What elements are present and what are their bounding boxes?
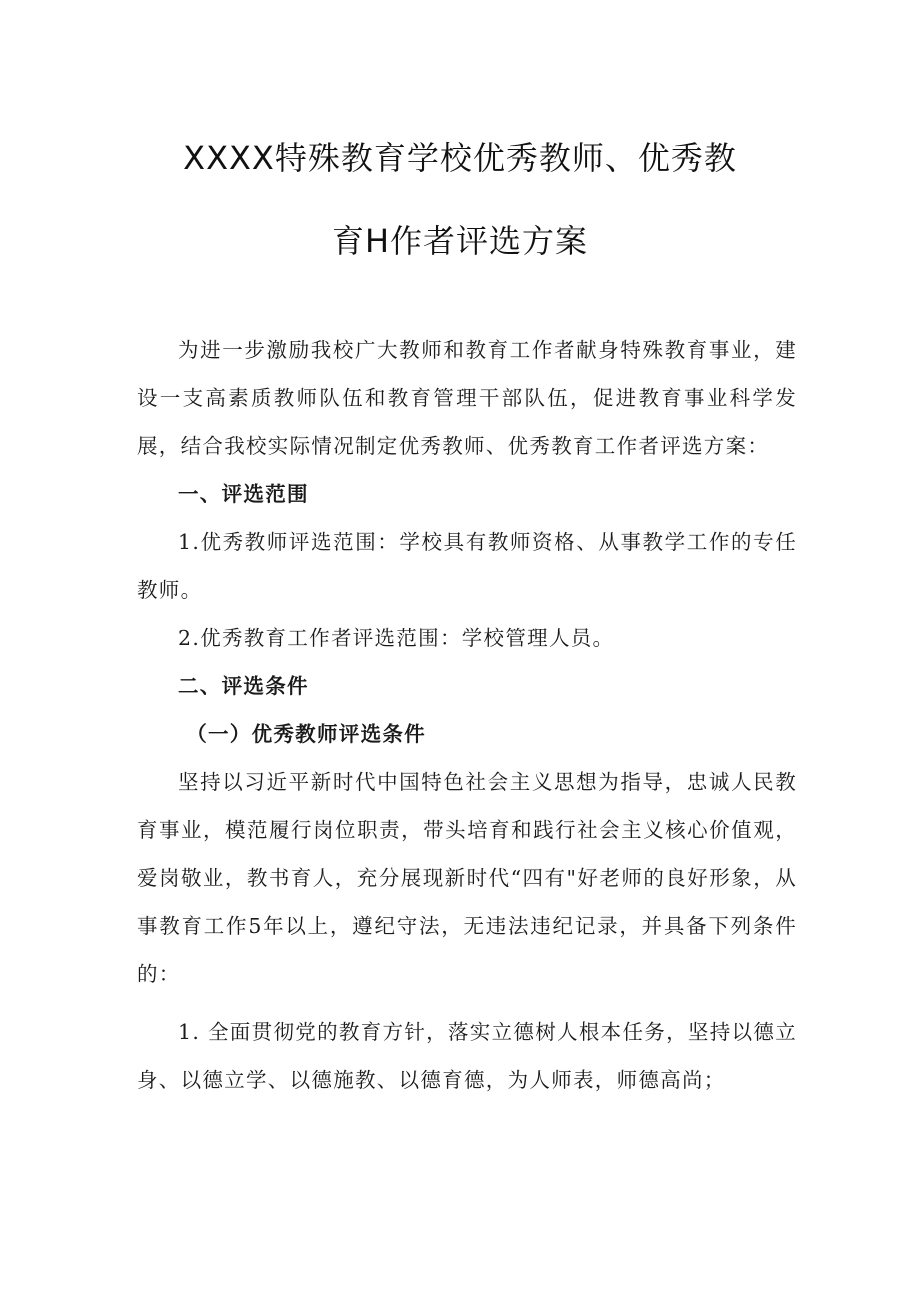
- intro-paragraph: 为进一步激励我校广大教师和教育工作者献身特殊教育事业，建设一支高素质教师队伍和教育管理干部队伍，促进教育事业科学发展，结合我校实际情况制定优秀教师、优秀教育工作者评选方案：: [137, 338, 797, 458]
- scope-item-teachers: 1.优秀教师评选范围：学校具有教师资格、从事教学工作的专任教师。: [137, 530, 797, 602]
- section-heading-conditions: 二、评选条件: [178, 674, 309, 698]
- paragraph-spacer: [137, 998, 797, 1008]
- scope-item-workers: 2.优秀教育工作者评选范围：学校管理人员。: [178, 626, 615, 650]
- document-title-line2: 育H作者评选方案: [331, 222, 589, 260]
- section-heading-scope: 一、评选范围: [178, 482, 309, 506]
- conditions-paragraph: 坚持以习近平新时代中国特色社会主义思想为指导，忠诚人民教育事业，模范履行岗位职责，带头培育和践行社会主义核心价值观，爱岗敬业，教书育人，充分展现新时代“四有"好老师的良好形象，从事教育工作5年以上，遵纪守法，无违法违纪记录，并具备下列条件的：: [137, 770, 797, 986]
- document-body: [137, 326, 797, 1104]
- subheading-teacher-conditions: （一）优秀教师评选条件: [186, 722, 426, 746]
- condition-item-1: 1. 全面贯彻党的教育方针，落实立德树人根本任务，坚持以德立身、以德立学、以德施教、以德育德，为人师表，师德高尚；: [137, 1020, 797, 1092]
- document-title-line1: XXXX特殊教育学校优秀教师、优秀教: [183, 139, 737, 177]
